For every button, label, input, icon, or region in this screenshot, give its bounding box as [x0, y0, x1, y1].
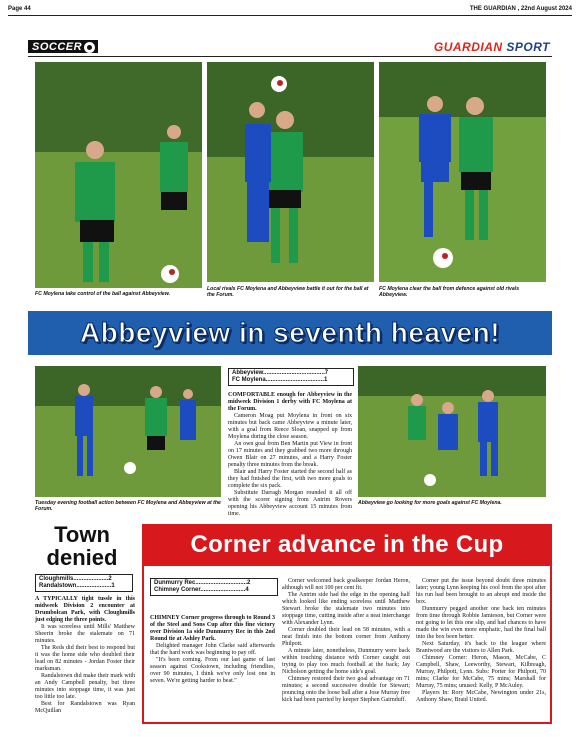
photo-caption-5: Abbeyview go looking for more goals against FC Moylena. [358, 500, 502, 506]
photo-moylena-control [35, 62, 202, 288]
abbeyview-report [228, 392, 352, 518]
report-paragraph: "It's been coming. From our last game of last season against Cookstown, including friendlies, over 90 minutes, I think we've only lost one in seven. We're getting harder to beat." [150, 657, 275, 684]
cup-report-col-2 [282, 578, 410, 704]
score-home: Dunmurry Rec...............................2 [154, 580, 251, 586]
score-home: Cloughmills.....................2 [39, 576, 112, 582]
report-paragraph: Corner doubled their lead on 58 minutes, with a neat finish into the bottom corner from Anthony Philpott. [282, 627, 410, 647]
headline-line-1: Town [54, 522, 110, 547]
photo-moylena-clear [379, 62, 546, 282]
report-paragraph: The Antrim side had the edge in the opening half which looked like ending scoreless until Matthew Stewart broke the stalemate two minutes into stoppage time, cutting inside after a neat interchange with Alexander Lynn. [282, 592, 410, 626]
scoreline-dunmurry [150, 578, 278, 596]
cup-headline-banner [142, 524, 552, 566]
report-paragraph: Cameron Moag put Moylena in front on six minutes but back came Abbeyview a minute later, with a goal from Reece Sloan, snapped up from Moylena during the close season. [228, 413, 352, 440]
report-paragraph: Next Saturday, it's back to the league where Brantwood are the visitors to Allen Park. [416, 641, 546, 654]
report-paragraph: An own goal from Ben Martin put View in front on 17 minutes and they grabbed two more through Owen Blair on 27 minutes, and a Harry Foster penalty three minutes from the break. [228, 441, 352, 468]
report-paragraph: A minute later, nonetheless, Dunmurry were back within touching distance with Corner caught out trying to play too much football at the back; Jay Nicholson getting the home side's goal. [282, 648, 410, 675]
report-paragraph: Randalstown did make their mark with an Andy Campbell penalty, but three minutes into stoppage time, it was just too little too late. [35, 673, 135, 700]
headline-line-2: denied [46, 545, 118, 570]
scoreline-abbeyview [228, 368, 354, 386]
report-lead: A TYPICALLY tight tussle in this midweek Division 2 encounter at Drumbolcan Park, with Cloughmills just edging the three points. [35, 596, 135, 623]
section-tag [28, 40, 98, 53]
guardian-sport-logo [434, 40, 550, 54]
headline-banner [28, 311, 552, 355]
report-paragraph: Delighted manager John Clarke said afterwards that the hard work was beginning to pay off. [150, 643, 275, 656]
headline-corner-advance: Corner advance in the Cup [190, 531, 504, 558]
report-paragraph: Corner welcomed back goalkeeper Jordan Heron, although will not 100 per cent fit. [282, 578, 410, 591]
photo-caption-4: Tuesday evening football action between FC Moylena and Abbeyview at the Forum. [35, 500, 221, 513]
photo-tuesday-action [35, 366, 221, 497]
score-away: FC Moylena...................................1 [232, 377, 328, 383]
header-rule [8, 15, 572, 16]
scoreline-cloughmills [35, 574, 133, 592]
photo-caption-3: FC Moylena clear the ball from defence against old rivals Abbeyview. [379, 286, 520, 299]
page-number: Page 44 [8, 6, 31, 12]
score-home: Abbeyview.....................................7 [232, 370, 329, 376]
headline-town-denied [28, 523, 136, 569]
photo-rivals-battle [207, 62, 374, 282]
photo-caption-2: Local rivals FC Moylena and Abbeyview battle it out for the ball at the Forum. [207, 286, 369, 299]
photo-abbeyview-goals [358, 366, 546, 497]
report-lead: COMFORTABLE enough for Abbeyview in the midweek Division 1 derby with FC Moylena at the Forum. [228, 392, 352, 412]
score-away: Randalstown.....................1 [39, 583, 115, 589]
cup-report-col-3 [416, 578, 546, 704]
headline-abbeyview: Abbeyview in seventh heaven! [79, 317, 501, 348]
score-away: Chimney Corner...........................4 [154, 587, 249, 593]
report-lead: CHIMNEY Corner progress through to Round 3 of the Steel and Sons Cup after this fine victory over Division 1a side Dunmurry Rec in this 2nd Round tie at Ashley Park. [150, 615, 275, 642]
cloughmills-report [35, 596, 135, 715]
report-paragraph: It was scoreless until Mills' Matthew Sheerin broke the stalemate on 71 minutes. [35, 624, 135, 644]
report-paragraph: Substitute Darragh Morgan rounded it all off with the scorer signing from Antrim Rovers opening his Abbeyview account 15 minutes from time. [228, 490, 352, 517]
report-paragraph: Dunmurry pegged another one back ten minutes from time through Robbie Jamieson, but Corner were not going to let this one slip, and had chances to have made the win even more emphatic, had the final ball into the box been better. [416, 606, 546, 640]
cup-report-col-1 [150, 615, 275, 685]
brand-guardian: GUARDIAN [433, 40, 503, 54]
football-icon [84, 42, 95, 53]
report-paragraph: Players In: Rory McCabe, Newington under 21s, Anthony Shaw, Braid United. [416, 690, 546, 703]
report-paragraph: Blair and Harry Foster started the second half as they had finished the first, with two more goals to complete the six pack. [228, 469, 352, 489]
brand-sport: SPORT [506, 40, 550, 54]
report-paragraph: The Reds did their best to respond but it was the home side who doubled their lead on 82 minutes - Jordan Foster their marksman. [35, 645, 135, 672]
report-paragraph: Chimney restored their two goal advantage on 71 minutes; a second successive double for Stewart; pouncing onto the loose ball after a Jose Murray free kick had been parried by keeper Stephen Gairnduff. [282, 676, 410, 703]
report-paragraph: Corner put the issue beyond doubt three minutes later; young Lynn keeping his cool from the spot after his run had been brought to an abrupt end inside the box. [416, 578, 546, 605]
section-label: SOCCER [32, 40, 83, 53]
section-rule [28, 56, 552, 57]
publication-date: THE GUARDIAN , 22nd August 2024 [469, 6, 572, 12]
photo-caption-1: FC Moylena take control of the ball against Abbeyview. [35, 291, 171, 297]
report-paragraph: Chimney Corner: Heron, Mason, McCabe, C Campbell, Shaw, Leeworthy, Stewart, Kilbreagh, Murray, Philpott, Lynn. Subs: Porter for Philpott, 70 mins; Clarke for McCabe, 75 mins; Marshall for Murray, 75 mins; unused: Kelly, P McAuley. [416, 655, 546, 689]
report-paragraph: Best for Randalstown was Ryan McQuillan [35, 701, 135, 714]
